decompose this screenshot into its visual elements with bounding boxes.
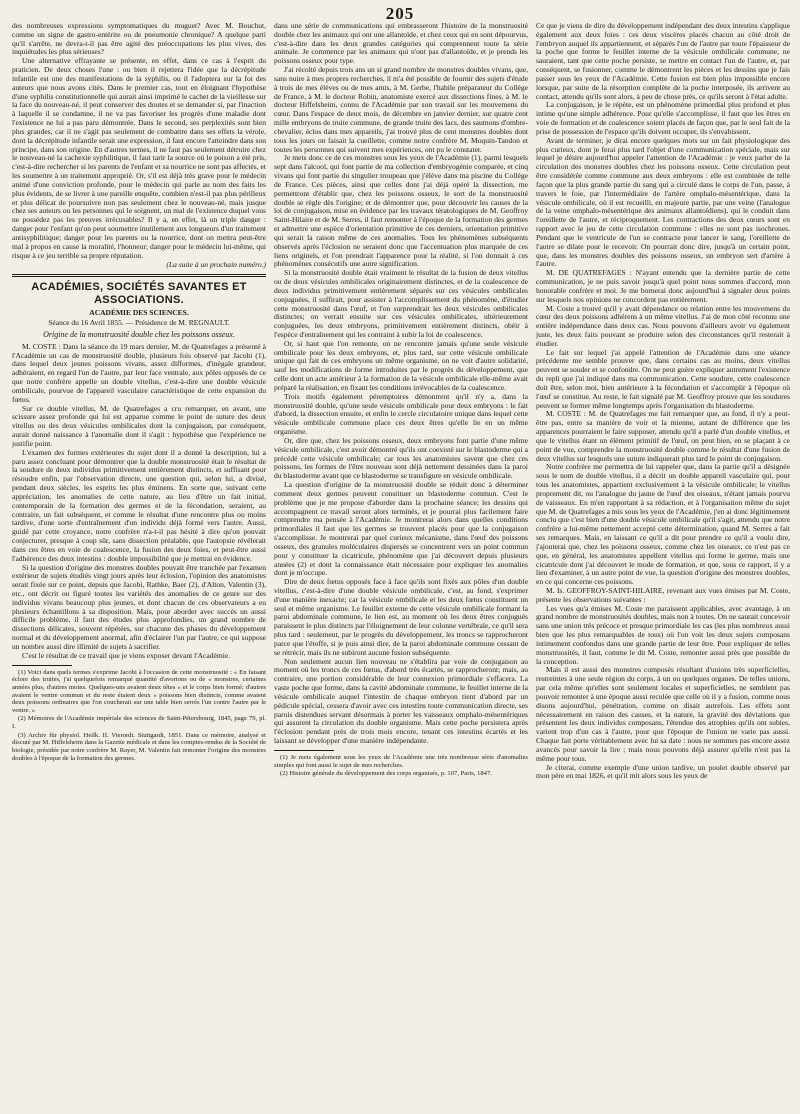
paragraph: Si la monstruosité double était vraiment le résultat de la fusion de deux vitellus ou de deux vésicules ombilicales originairement distinctes, et de la coalescence de deux individus primitivement entièrement séparés sur ces vésicules ombilicales conjuguées, il suffirait, pour assister à l'accomplissement du phénomène, d'étudier cette monstruosité dans l'œuf, et l'on surprendrait les deux vésicules ombilicales distinctes; on verrait ensuite sur ces vésicules ombilicales, ultérieurement conjuguées, les deux embryons, primitivement entièrement distincts, obéir à l'espèce d'entraînement qui les contraint à subir la loi de coalescence. xyxy=(274,268,528,339)
paragraph: M. Is. GEOFFROY-SAINT-HILAIRE, revenant aux vues émises par M. Coste, présente les observations suivantes : xyxy=(536,586,790,604)
paragraph: Mais il est aussi des monstres composés résultant d'unions très superficielles, restreintes à une seule région du corps, à un ou quelques organes. De telles unions, par cela même qu'elles sont seulement locales et superficielles, ne semblent pas pouvoir remonter à une époque aussi reculée que celle où il y a fusion, comme nous disons aujourd'hui, pénétration, comme on disait autrefois. Les effets sont nécessairement en raison des causes, et la nature, la gravité des déviations que présentent les deux individus composans, l'étendue des atrophies qu'ils ont subies, varient trop d'un cas à l'autre, pour que l'époque de l'union ne varie pas aussi. Chaque fait porte véritablement avec lui sa date : nous ne sommes pas encore assez avancés pour savoir la lire ; mais nous pouvons déjà assurer qu'elle n'est pas la même pour tous. xyxy=(536,665,790,763)
paragraph: des nombreuses expressions symptomatiques du muguet? Avec M. Bouchut, comme un signe de gastro-entérite ou de pneumonie chronique? A quelque parti qu'il s'arrête, ne devra-t-il pas être agité des préoccupations les plus vives, des inquiétudes les plus sérieuses? xyxy=(12,22,266,57)
paragraph: Le fait sur lequel j'ai appelé l'attention de l'Académie dans une séance précédente me semble prouver que, dans certains cas au moins, deux vitellus peuvent se souder et se confondre. On ne peut guère expliquer autrement l'existence du repli que j'ai indiqué dans ma communication. Cette soudure, cette coalescence doit être, selon moi, bien antérieure à la fécondation et s'accomplir à l'époque où l'œuf se constitue. Au reste, le fait signalé par M. Geoffroy prouve que les soudures peuvent se former même longtemps après l'organisation du blastoderme. xyxy=(536,347,790,410)
footnote: (3) Archiv für physiol. Heilk. II. Vierordt. Stuttgardt, 1851. Dans ce mémoire, analysé et discuté par M. Hiffelsheim dans la Gazette médicale et dans les comptes-rendus de la Société de biologie, présidée par notre confrère M. Rayer, M. Valentin fait remonter l'origine des monstres doubles à l'époque de la formation des germes. xyxy=(12,731,266,762)
paragraph: L'examen des formes extérieures du sujet dont il a donné la description, lui a paru assez concluant pour démontrer que la double monstruosité était le résultat de la soudure de deux individus primitivement entièrement distincts, et suffisant pour résoudre enfin, par l'observation directe, une question qui, selon lui, a divisé, pendant deux siècles, les esprits les plus éminens. En sorte que, suivant cette appréciation, les anomalies de cette nature, au lieu d'être un fait initial, contemporain de la formation des germes et de la fécondation, seraient, au contraire, un fait subséquent, et comme le résultat d'une rencontre plus ou moins tardive, d'une sorte d'entraînement d'un individu déjà formé vers l'autre. Aussi, guidé par cette croyance, notre confrère n'a-t-il pas hésité à dire qu'on pouvait conjecturer, presque à coup sûr, sans dissection préalable, que l'autopsie révélerait dans ces êtres en voie de coalescence, la fusion des deux foies, et peut-être aussi l'adhérence des deux intestins : double impossibilité que je mettrai en évidence. xyxy=(12,447,266,563)
paragraph: dans une série de communications qui embrasseront l'histoire de la monstruosité double chez les animaux qui ont une allantoïde, et chez ceux qui en sont dépourvus, c'est-à-dire dans les deux grandes catégories qui comprennent toute la série animale. Je commence par les animaux qui n'ont pas d'allantoïde, et je prends les poissons osseux pour type. xyxy=(274,22,528,66)
paragraph: M. COSTE : Dans la séance du 19 mars dernier, M. de Quatrefages a présenté à l'Académie un cas de monstruosité double, plusieurs fois observé par Jacobi (1), dans lequel deux jeunes poissons vivans, assez difformes, d'inégale grandeur, adhéraient, en regard l'un de l'autre, par leur face ventrale, aux pôles opposés de ce que notre confrère appelle un double vitellus, c'est-à-dire une double vésicule ombilicale, pourvue de l'appareil vasculaire caractéristique de cette expansion du fœtus. xyxy=(12,341,266,404)
academy-heading: ACADÉMIE DES SCIENCES. xyxy=(89,307,189,317)
paragraph: Dire de deux fœtus opposés face à face qu'ils sont fixés aux pôles d'un double vitellus, c'est-à-dire d'une double vésicule ombilicale, c'est, au fond, s'exprimer d'une manière inexacte; car la vésicule ombilicale et les deux fœtus constituent un seul et même organisme. Le feuillet externe de cette vésicule ombilicale formant la paroi abdominale commune, le lien est, au moment où les deux êtres conjugués paraissent le plus distincts par l'éloignement de leur colonne vertébrale, ce qu'il sera plus tard : seulement, par le progrès du développement, les troncs se rapprocheront parce que l'étoffe, si je puis ainsi dire, de la paroi abdominale commune cessant de se rétrécir, mais ils ne subiront aucune fusion subséquente. xyxy=(274,577,528,657)
section-rule xyxy=(12,274,266,275)
paragraph: M. DE QUATREFAGES : N'ayant entendu que la dernière partie de cette communication, je ne puis savoir jusqu'à quel point nous sommes d'accord, mon honorable confrère et moi. Je me bornerai donc aujourd'hui à signaler deux points sur lesquels nos opinions ne concordent pas entièrement. xyxy=(536,268,790,304)
columns xyxy=(12,22,790,1106)
paragraph: Ce que je viens de dire du développement indépendant des deux intestins s'applique également aux deux foies : ces deux viscères placés chacun au côté droit de l'embryon auquel ils appartiennent, et séparés l'un de l'autre par toute l'épaisseur de la poche que forme le feuillet interne de la vésicule ombilicale commune, ne sauraient, tant que cette poche persiste, se mettre en contact l'un de l'autre, et, par conséquent, se fusionner, comme le démontrent les pièces et les dessins que je fais passer sous les yeux de l'Académie. Cette fusion est bien plus impossible encore lorsque, par suite de la résorption complète de la poche interposée, ils arrivent au contact, attendu qu'ils sont alors, à peu de chose près, ce qu'ils seront à l'état adulte. xyxy=(536,22,790,101)
column-1 xyxy=(12,22,266,1106)
paragraph: Si la question d'origine des monstres doubles pouvait être tranchée par l'examen extérieur de sujets étudiés vingt jours après leur éclosion, l'opinion des anatomistes serait fixée sur ce point, depuis que Jacobi, Rathke, Baer (2), d'Alton, Valentin (3), etc., ont décrit ou figuré toutes les variétés des anomalies de ce genre sur des individus vivans beaucoup plus jeunes, et dont chacun de ces observateurs a eu plusieurs échantillons à sa disposition. Mais, pour aborder avec succès un aussi difficile problème, il faut des études plus approfondies, un grand nombre de dissections délicates, souvent répétées, sur chacune des phases du développement normal et du développement anormal, afin d'éclairer l'un par l'autre, ce qui suppose un nombre aussi dire illimité de sujets à sacrifier. xyxy=(12,562,266,651)
paragraph: Notre confrère me permettra de lui rappeler que, dans la partie qu'il a désignée sous le nom de double vitellus, il a décrit un double appareil vasculaire qui, pour tous les anatomistes, appartient exclusivement à la vésicule ombilicale; le vitellus proprement dit, ou l'analogue du jaune de l'œuf des oiseaux, n'étant jamais pourvu de vaisseaux. En m'en rapportant à sa rédaction, et à l'organisation même du sujet que M. de Quatrefages a mis sous les yeux de l'Académie, j'en ai donc légitimement conclu que c'est bien d'une double vésicule ombilicale qu'il s'agit, attendu que notre confrère a lui-même nettement accepté cette détermination, quand M. Serres a fait ses remarques. Mais, en laissant ce qu'il a dit pour prendre ce qu'il a voulu dire, j'ajouterai que, chez les poissons osseux, comme chez les oiseaux, ce n'est pas ce que, en général, les anatomistes appellent vitellus qui forme le germe, mais une cicatricule dont j'ai découvert le mode de formation, et que, sous ce rapport, il y a lieu d'examiner, à un autre point de vue, la question d'origine des monstres doubles, en ce qui concerne ces poissons. xyxy=(536,462,790,587)
paragraph: La conjugaison, je le répète, est un phénomène primordial plus profond et plus intime qu'une simple adhérence. Pour qu'elle s'accomplisse, il faut que les êtres en voie de formation et de coalescence soient placés de façon que, par le seul fait de la prise de possession de l'espace qu'ils doivent occuper, ils s'envahissent. xyxy=(536,100,790,136)
footnote: (2) Mémoires de l'Académie impériale des sciences de Saint-Pétersbourg, 1845, page 79, pl. I. xyxy=(12,715,266,731)
footnote-separator xyxy=(12,665,72,666)
column-2 xyxy=(274,22,528,1106)
paragraph: Avant de terminer, je dirai encore quelques mots sur un fait physiologique des plus curieux, dont je ferai plus tard l'objet d'une communication spéciale, mais sur lequel je désire aujourd'hui appeler l'attention de l'Académie : je veux parler de la circulation des monstres doubles chez les poissons osseux. Cette circulation peut être considérée comme commune aux deux embryons : elle est combinée de telle façon que la plus grande partie du sang qui a circulé dans le corps de l'un, passe, à travers le foie, par l'intermédiaire de l'artère omphalo-mésentérique, dans la vésicule ombilicale, où il est recueilli, en majeure partie, par une veine (l'analogue de la veine omphalo-mésentérique des animaux allantoïdiens), qui le conduit dans l'oreillette de l'autre, et réciproquement. Les contractions des deux cœurs sont en rapport avec le jeu de cette circulation commune : elles ne sont pas isochrones. Pendant que le ventricule de l'un se contracte pour lancer le sang, l'oreillette de l'autre se dilate pour le recevoir. On pourrait donc dire, jusqu'à un certain point, que, dans les monstres doubles des poissons osseux, un embryon sert d'artère à l'autre. xyxy=(536,135,790,269)
footnote: (1) Voici dans quels termes s'exprime Jacobi à l'occasion de cette monstruosité : « En faisant éclore des truites, j'ai quelquefois remarqué quantité d'avortons ou de « monstres, certaines années plus, d'autres moins. Quelques-uns avaient deux têtes « et le corps bien formé; d'autres avaient le ventre commun et du reste étaient deux « poissons bien distincts, comme avaient deux poissons ordinaires que l'on coucherait sur une table bien serrés l'un contre l'autre par le ventre. » xyxy=(12,668,266,714)
paragraph: Sur ce double vitellus, M. de Quatrefages a cru remarquer, en avant, une scissure assez profonde qui lui est apparue comme le point de suture des deux vitellus ou des deux vésicules ombilicales dont la conjugaison, par conséquent, aurait donné naissance à l'anomalie dont il s'agit : hypothèse que l'expérience ne justifie point. xyxy=(12,403,266,448)
paragraph: Je citerai, comme exemple d'une union tardive, un poulet double observé par mon père en mai 1826, et qu'il mit alors sous les yeux de xyxy=(536,762,790,781)
page-number: 205 xyxy=(385,4,415,23)
footnotes xyxy=(12,665,266,763)
session-line: Séance du 16 Avril 1855. — Présidence de M. REGNAULT. xyxy=(48,317,230,327)
continuation-note: (La suite à un prochain numéro.) xyxy=(166,260,266,270)
paragraph: Les vues qu'a émises M. Coste me paraissent applicables, avec avantage, à un grand nombre de monstruosités doubles, mais non à toutes. On ne saurait concevoir sans une union très précoce et presque primordiale les cas (les plus nombreux aussi bien que les plus remarquables de tous) où l'on voit les deux sujets composans intimement confondus dans une grande partie de leur être. Pour expliquer de telles monstruosités, il faut, comme le dit M. Coste, remonter aussi près que possible de la conception. xyxy=(536,603,790,666)
article-title: Origine de la monstruosité double chez les poissons osseux. xyxy=(43,330,235,340)
paragraph: La question d'origine de la monstruosité double se réduit donc à déterminer comment deux germes peuvent constituer un blastoderme commun. C'est le problème que je me propose d'aborder dans la prochaine séance; les dessins qui accompagnent ce travail seront alors terminés, et je pourrai plus facilement faire comprendre ma pensée à l'Académie. Je montrerai alors dans quelles conditions primordiales il faut que les germes se trouvent placés pour que la conjugaison s'accomplisse. Je montrerai par quel curieux mécanisme, dans l'œuf des poissons osseux, des granules moléculaires dispersés se concentrent vers un point commun pour y constituer la cicatricule, phénomène que j'ai découvert depuis plusieurs années (2) et dont la connaissance était nécessaire pour expliquer les anomalies dont je m'occupe. xyxy=(274,480,528,578)
footnote: (1) Je mets également sous les yeux de l'Académie une très nombreuse série d'anomalies simples qui font aussi le sujet de mes recherches. xyxy=(274,753,528,769)
paragraph: J'ai récolté depuis trois ans un si grand nombre de monstres doubles vivans, que, sans nuire à mes propres recherches, il m'a été possible de fournir des sujets d'étude à trois de mes élèves ou de mes amis, à M. Gerbe, l'habile préparateur du Collége de France, à M. le docteur Robin, anatomiste exercé aux dissections fines, à M. le docteur Hiffelsheim, connu de l'Académie par son travail sur les mouvemens du cœur. Dans l'espace de deux mois, de décembre en janvier dernier, sur quatre cent mille embryons de truite commune, de grande truite des lacs, des saumons d'ombre-chevalier, éclos dans mes appareils, j'ai trouvé plus de cent monstres doubles dont tous les jours on faisait la cueillette, comme notre confrère M. Moquin-Tandon et toutes les personnes qui suivent mes expériences, ont pu le constater. xyxy=(274,65,528,154)
column-3 xyxy=(536,22,790,1106)
section-rule-thin xyxy=(12,276,266,277)
section-heading: ACADÉMIES, SOCIÉTÉS SAVANTES ET ASSOCIATIONS. xyxy=(31,281,247,307)
footnotes xyxy=(274,750,528,778)
paragraph: Une alternative effrayante se présente, en effet, dans ce cas à l'esprit du praticien. De deux choses l'une : ou bien il rejettera l'idée que la décrépitude infantile est une des manifestations de la syphilis, ou il l'adoptera sur la foi des auteurs que nous avons cités. Dans le premier cas, tout en éloignant l'hypothèse d'une syphilis constitutionnelle qui aurait ainsi imprimé le cachet de la vieillesse sur la face du nouveau-né, il peut conserver des doutes et se demander si, par l'inaction à laquelle il se condamne, il ne va pas favoriser les progrès d'une maladie dont l'existence ne lui a pas paru démontrée. Dans le second, ses perplexités sont bien plus grandes, car il ne s'agit pas seulement de combattre dans ses effets la vérole, dont la décrépitude infantile serait une expression, il faut encore l'atteindre dans son principe, dans son origine. En d'autres termes, il ne faut pas seulement détruire chez le nouveau-né la cachexie syphilitique, il faut tarir la source où le poison a été pris, c'est-à-dire rechercher si les parents de l'enfant et sa nourrice ne sont pas affectés, et les soumettre à un traitement approprié. Or, s'il est déjà très grave pour le médecin animé d'une conviction profonde, pour le médecin qui parle au nom des faits les plus évidents, de se livrer à une pareille enquête, combien n'est-il pas plus périlleux et plus délicat de poursuivre non pas seulement chez le nouveau-né, mais jusque chez ses auteurs ou les personnes qui le soignent, un mal de l'existence duquel vous ne possédez pas les preuves irrécusables? Il y a, en effet, là un triple danger : danger pour l'enfant qu'on peut soumettre inutilement aux longueurs d'un traitement antisyphilitique; danger pour les parents ou la nourrice, dont on mettra peut-être mal à propos en cause la moralité, l'honneur; danger pour le médecin lui-même, qui risque à ce jeu terrible sa propre réputation. xyxy=(12,56,266,260)
paragraph: Trois motifs également péremptoires démontrent qu'il n'y a, dans la monstruosité double, qu'une seule vésicule ombilicale pour deux embryons : le fait d'abord, la dissection ensuite, et enfin le cercle circulatoire unique dans lequel cette vésicule ombilicale commune place ces deux êtres qu'elle lie en un même organisme. xyxy=(274,391,528,437)
paragraph: M. Coste a trouvé qu'il y avait dépendance ou relation entre les mouvemens du cœur des deux poissons adhérens à un même vitellus. J'ai de mon côté reconnu une entière indépendance dans deux cas. Nous pouvons d'ailleurs avoir vu également juste, les deux faits pouvant se produire selon des circonstances qu'il resterait à étudier. xyxy=(536,303,790,348)
paragraph: Non seulement aucun lien nouveau ne s'établira par voie de conjugaison au moment où les troncs de ces fœtus, d'abord très écartés, se rapprocheront; mais, au contraire, une portion considérable de leur connexion primordiale s'effacera. La vaste poche que forme, dans la cavité abdominale commune, le feuillet interne de la vésicule ombilicale auquel l'intestin de chaque embryon tient d'abord par un pédicule spécial, cessera d'avoir avec ces intestins toute communication directe, ses parois distendues servant désormais à porter les vaisseaux omphalo-mésentériques qui assurent la circulation du double organisme. Mais cette poche persistera après l'éclosion pendant près de trois mois encore, tenant ces intestins écartés et les laissant se développer d'une manière indépendante. xyxy=(274,656,528,746)
paragraph: Or, dire que, chez les poissons osseux, deux embryons font partie d'une même vésicule ombilicale, c'est avoir démontré qu'ils ont coexisté sur le blastoderme qui a précédé cette vésicule ombilicale; car tous les anatomistes savent que chez ces poissons, les formes de l'être nouveau sont déjà nettement dessinées dans la paroi du blastoderme avant que ce blastoderme se transfigure en vésicule ombilicale. xyxy=(274,435,528,481)
footnote-separator xyxy=(274,750,334,751)
paragraph: C'est le résultat de ce travail que je viens exposer devant l'Académie. xyxy=(22,650,231,660)
paragraph: M. COSTE : M. de Quatrefages me fait remarquer que, au fond, il n'y a peut-être pas, entre sa manière de voir et la mienne, autant de différence que les apparences pourraient le faire supposer, attendu qu'il a parlé d'un double vitellus, et que le vitellus étant un élément primitif de l'œuf, on peut bien, en se plaçant à ce point de vue, comprendre la monstruosité double comme le résultat d'une fusion de deux vitellus sur lesquels une suture indiquerait plus tard le point de conjugaison. xyxy=(536,409,790,463)
paragraph: Or, si haut que l'on remonte, on ne rencontre jamais qu'une seule vésicule ombilicale pour les deux embryons, et, plus tard, sur cette vésicule ombilicale unique qui fait de ces embryons un même organisme, on ne voit d'autre solidarité, sauf les modifications de forme introduites par le progrès du développement, que celle dont un acte antérieur à la formation de la vésicule ombilicale elle-même avait préparé la réalisation, en fixant les conditions irrévocables de la coalescence. xyxy=(274,338,528,392)
footnote: (2) Histoire générale du développement des corps organisés, p. 107, Paris, 1847. xyxy=(280,770,492,778)
paragraph: Je mets donc ce de ces monstres sous les yeux de l'Académie (1), parmi lesquels sept dans l'alcool, qui font partie de ma collection d'embryogénie comparée, et cinq vivans qui font partie du singulier troupeau que j'élève dans ma piscine du Collége de France. Ces pièces, ainsi que celles dont j'ai déjà opéré la dissection, me permettront d'établir que, chez les poissons osseux, le sort de la monstruosité double se règle dès l'origine; et de démontrer que, pour découvrir les causes de la loi de conjugaison, mise en évidence par les travaux tératologiques de M. Geoffroy Saint-Hilaire et de M. Serres, il faut remonter à l'époque de la formation des germes et admettre une espèce d'orientation primitive de ces derniers, orientation primitive qui serait la raison même de ces anomalies. Tous les phénomènes subséquents observés après l'éclosion ne seraient donc que l'accentuation plus marquée de ces liens originels, et l'on prendrait l'apparence pour la réalité, si l'on donnait à ces phénomènes consécutifs une autre signification. xyxy=(274,153,528,269)
